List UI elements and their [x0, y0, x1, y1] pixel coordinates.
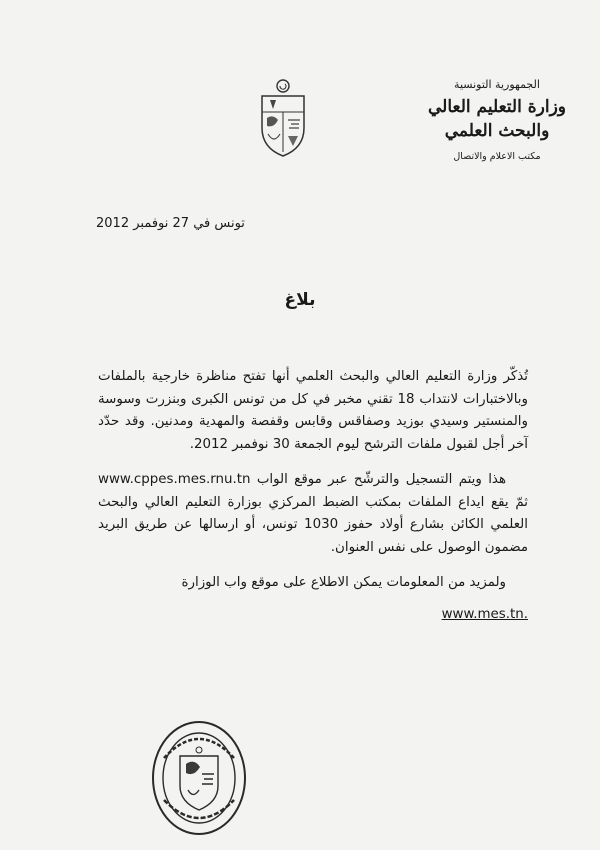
letterhead-country: الجمهورية التونسية: [454, 78, 540, 91]
paragraph-announcement: تُذكّر وزارة التعليم العالي والبحث العلمي أنها تفتح مناظرة خارجية بالملفات وبالاختبارات لانتداب 18 تقني مخبر في كل من تونس الكبرى وبنزرت وسوسة والمنستير وسيدي بوزيد وصفاقس وقابس وقفصة والمهدية ومدنين. وقد حدّد آخر أجل لقبول ملفات الترشح ليوم الجمعة 30 نوفمبر 2012.: [98, 369, 528, 452]
letterhead-ministry-line1: وزارة التعليم العالي: [427, 97, 567, 117]
letterhead-ministry-line2: والبحث العلمي: [444, 121, 550, 141]
official-stamp-icon: [150, 718, 248, 838]
document-title: بلاغ: [284, 290, 316, 310]
registration-text-before: هذا ويتم التسجيل والترشّح عبر موقع الواب: [256, 472, 507, 487]
letterhead: [422, 78, 572, 162]
document-date: تونس في 27 نوفمبر 2012: [96, 216, 245, 231]
document-body: [98, 366, 528, 626]
registration-url-link[interactable]: www.cppes.mes.rnu.tn: [98, 472, 251, 487]
coat-of-arms-icon: [258, 78, 308, 158]
paragraph-registration: [98, 469, 528, 559]
ministry-website-link[interactable]: www.mes.tn.: [441, 606, 528, 622]
letterhead-office: مكتب الاعلام والاتصال: [453, 151, 541, 162]
registration-text-after: ثمّ يقع ايداع الملفات بمكتب الضبط المركزي بوزارة التعليم العالي والبحث العلمي الكائن بشارع أولاد حفوز 1030 تونس، أو ارسالها عن طريق البريد مضمون الوصول على نفس العنوان.: [98, 494, 528, 555]
paragraph-more-info: ولمزيد من المعلومات يمكن الاطلاع على موقع واب الوزارة: [181, 575, 506, 590]
